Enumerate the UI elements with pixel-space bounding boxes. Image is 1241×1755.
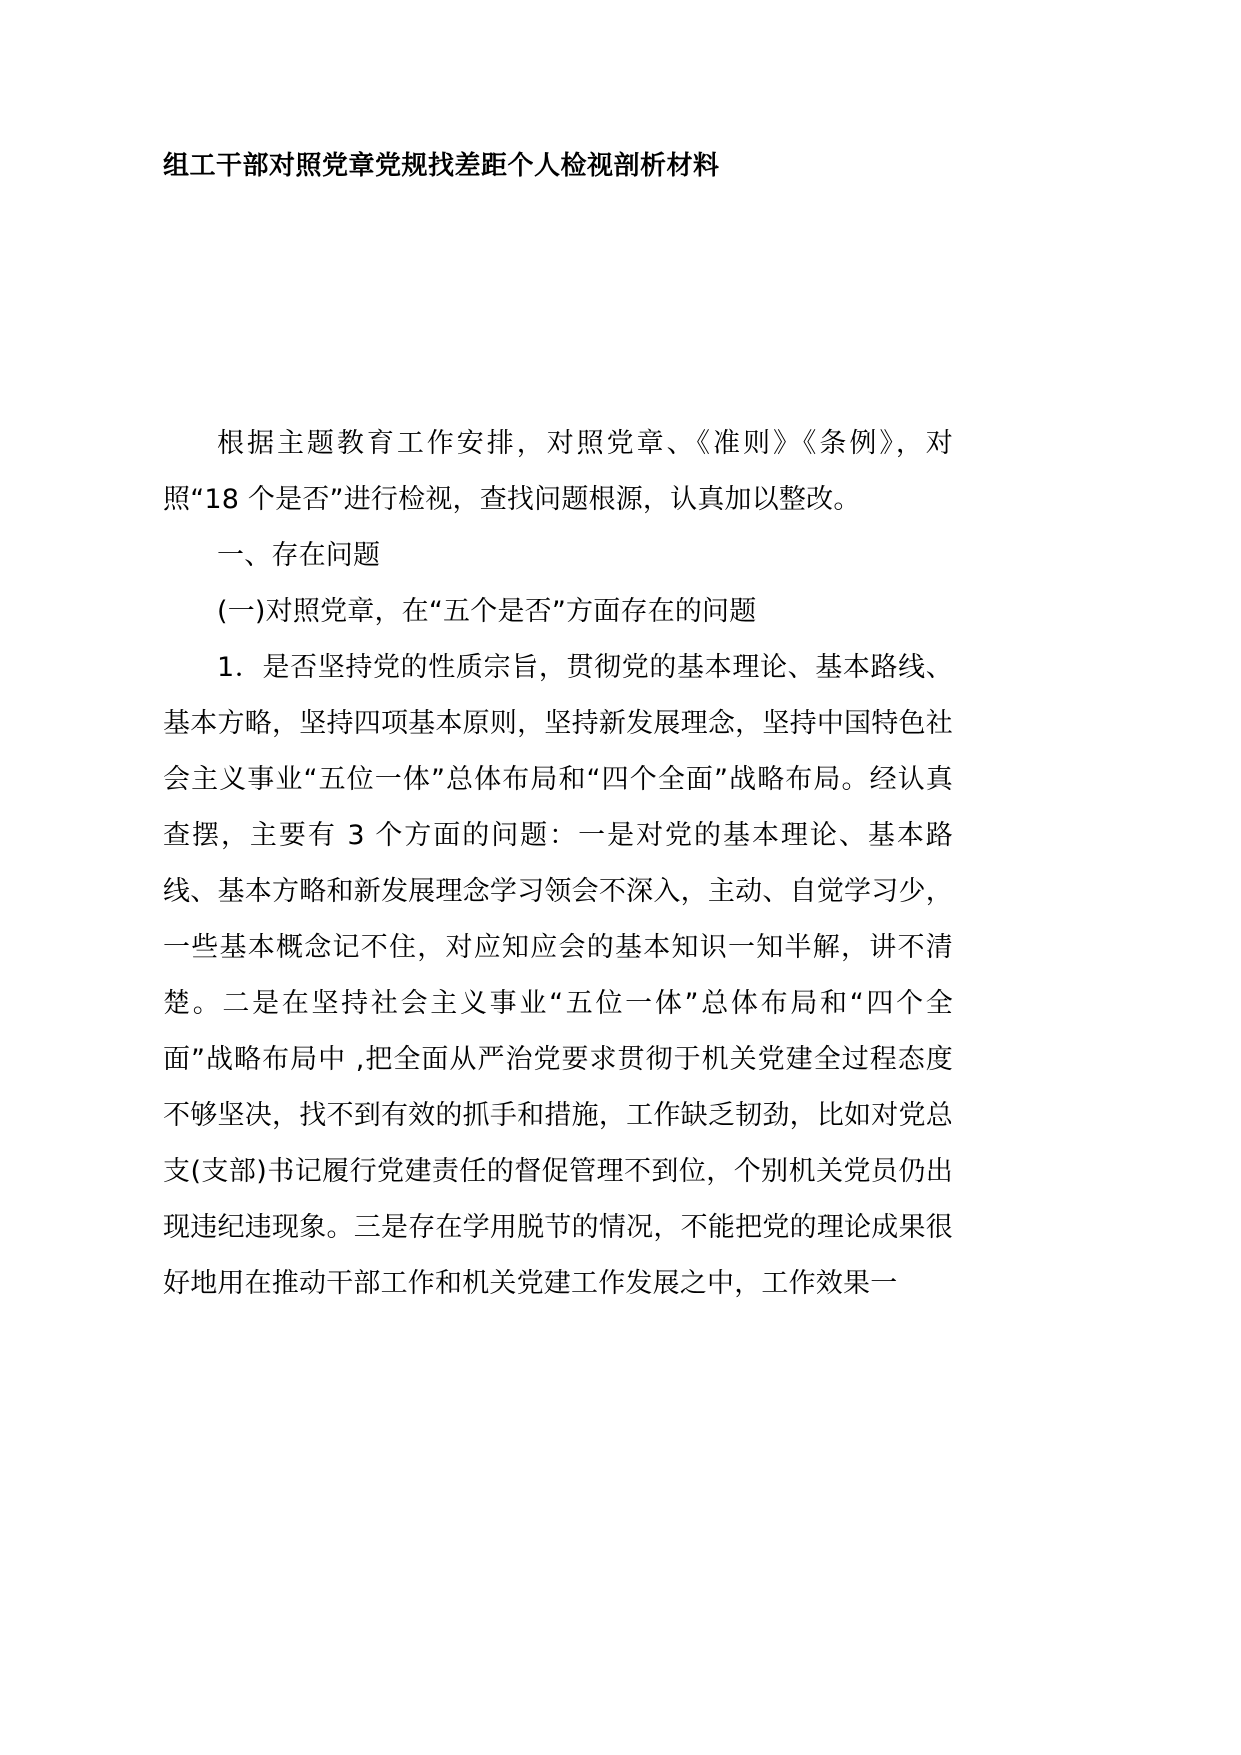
paragraph-item-1: 1．是否坚持党的性质宗旨，贯彻党的基本理论、基本路线、基本方略，坚持四项基本原则，坚持新发展理念，坚持中国特色社会主义事业“五位一体”总体布局和“四个全面”战略布局。经认真查摆，主要有 3 个方面的问题：一是对党的基本理论、基本路线、基本方略和新发展理念学习领会不深入，主动、自觉学习少，一些基本概念记不住，对应知应会的基本知识一知半解，讲不清楚。二是在坚持社会主义事业“五位一体”总体布局和“四个全面”战略布局中 ,把全面从严治党要求贯彻于机关党建全过程态度不够坚决，找不到有效的抓手和措施，工作缺乏韧劲，比如对党总支(支部)书记履行党建责任的督促管理不到位，个别机关党员仍出现违纪违现象。三是存在学用脱节的情况，不能把党的理论成果很好地用在推动干部工作和机关党建工作发展之中，工作效果一 xyxy=(163,652,953,1300)
paragraph-intro: 根据主题教育工作安排，对照党章、《准则》《条例》，对照“18 个是否”进行检视，查找问题根源，认真加以整改。 xyxy=(163,428,953,516)
document-body xyxy=(163,0,953,1312)
subsection-heading-one-one: (一)对照党章，在“五个是否”方面存在的问题 xyxy=(217,596,757,628)
page-title: 组工干部对照党章党规找差距个人检视剖析材料 xyxy=(163,151,720,181)
section-heading-one: 一、存在问题 xyxy=(217,540,381,572)
title-spacer xyxy=(163,184,953,416)
